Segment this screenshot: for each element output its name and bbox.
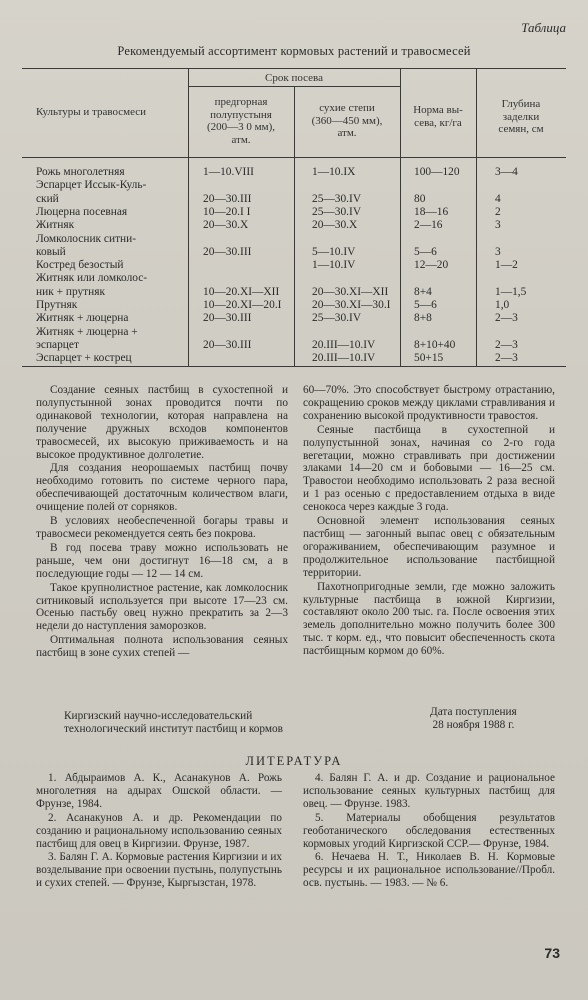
table-cell: 10—20.XI—20.I <box>203 299 282 311</box>
table-label: Таблица <box>521 20 566 35</box>
table-cell: 20—30.XI—30.I <box>312 299 391 311</box>
header-depth-line: Глубина <box>501 98 541 110</box>
header-dry-steppe-line: (360—450 мм), <box>311 114 383 127</box>
header-crops: Культуры и травосмеси <box>36 106 147 118</box>
header-foothill <box>188 96 294 146</box>
table-cell: Житняк + люцерна <box>36 312 129 325</box>
table-cell: Ломколосник ситни- <box>36 232 137 245</box>
table-cell: Эспарцет + кострец <box>36 352 132 365</box>
reference-item: 3. Балян Г. А. Кормовые растения Киргизии и их возделывание при освоении пустынь, полупустынь и сухих степей. — Фрунзе, Кыргызстан, 1978. <box>36 851 282 890</box>
table-cell: 2—16 <box>414 219 443 232</box>
table-cell: 3—4 <box>495 166 518 178</box>
header-foothill-line: атм. <box>231 133 251 146</box>
table-cell: 5—6 <box>414 299 437 311</box>
institute-line: Киргизский научно-исследовательский <box>64 710 253 722</box>
paragraph: Основной элемент использования сеяных пастбищ — загонный выпас овец с обязательным огораживанием, обеспечивающим разумное и продолжительное использование пастбищной территории. <box>303 515 555 579</box>
reference-item: 5. Материалы обобщения результатов геоботанического обследования естественных кормовых угодий Киргизской ССР.— Фрунзе, 1984. <box>303 811 555 850</box>
paragraph: В год посева траву можно использовать не раньше, чем они достигнут 16—18 см, а в последующие годы — 12 — 14 см. <box>36 541 288 580</box>
paragraph: Сеяные пастбища в сухостепной и полупустынной зонах, начиная со 2-го года вегетации, можно стравливать при достижении злаками 14—20 см и бобовыми — 16—25 см. Травостои необходимо использовать 2 раза весной и 1 раз осенью с предоставлением отдыха в виде сенокоса через каждые 3 года. <box>303 423 555 514</box>
reference-item: 4. Балян Г. А. и др. Создание и рациональное использование сеяных культурных пастбищ для овец. — Фрунзе. 1983. <box>303 772 555 810</box>
table-cell: 2 <box>495 205 501 218</box>
table-cell: 25—30.IV <box>312 192 362 205</box>
table-top-rule <box>22 68 566 69</box>
paragraph: Пахотнопригодные земли, где можно заложить культурные пастбища в южной Киргизии, составляют около 200 тыс. га. После освоения этих земель дополнительно можно получить более 300 тыс. т корм. ед., что повысит обеспеченность скота пастбищным кормом до 60%. <box>303 580 555 658</box>
received-line: 28 ноября 1988 г. <box>432 719 515 731</box>
header-depth <box>476 98 566 136</box>
table-cell: 20—30.X <box>312 219 358 232</box>
table-cell: 20—30.X <box>203 219 249 232</box>
table-cell: 20.III—10.IV <box>312 338 376 351</box>
paragraph: Такое крупнолистное растение, как ломколосник ситниковый используется при высоте 17—23 см. Осенью пастьбу овец нужно прекратить за 2—3 недели до наступления заморозков. <box>36 581 288 633</box>
header-rate-line: Норма вы- <box>413 104 463 116</box>
table-cell: ковый <box>36 245 66 258</box>
table-cell: 50+15 <box>414 352 444 365</box>
header-dry-steppe-line: атм. <box>337 127 357 139</box>
table-cell: 8+10+40 <box>414 338 456 351</box>
table-cell: Прутняк <box>36 299 78 311</box>
table-cell: 1—10.IX <box>312 166 356 178</box>
header-foothill-line: полупустыня <box>210 108 272 121</box>
table-cell: Эспарцет Иссык-Куль- <box>36 179 147 192</box>
table-cell: 1—2 <box>495 259 518 272</box>
references-right <box>303 772 555 891</box>
paragraph: В условиях необеспеченной богары травы и травосмеси рекомендуется сеять без покрова. <box>36 515 288 540</box>
header-foothill-line: предгорная <box>214 96 268 108</box>
table-cell: 3 <box>495 219 501 232</box>
table-cell: 8+8 <box>414 312 432 325</box>
table-cell: 100—120 <box>414 166 460 178</box>
table-cell: 18—16 <box>414 205 449 218</box>
header-sowing-period: Срок посева <box>265 72 323 84</box>
table-cell: 1—10.IV <box>312 259 356 272</box>
table-cell: 20—30.XI—XII <box>312 285 389 298</box>
table-cell: 80 <box>414 192 426 205</box>
table-cell: 2—3 <box>495 352 518 365</box>
table-cell: 1,0 <box>495 299 510 311</box>
header-depth-line: заделки <box>502 110 540 123</box>
table-cell: 25—30.IV <box>312 205 362 218</box>
reference-item: 1. Абдыраимов А. К., Асанакунов А. Рожь многолетняя на адырах Ошской области. — Фрунзе, 1984. <box>36 772 282 810</box>
table-cell: 10—20.XI—XII <box>203 285 280 298</box>
received-date <box>430 706 517 732</box>
page-number: 73 <box>544 945 560 961</box>
table-cell: 2—3 <box>495 338 518 351</box>
institute-signature <box>64 710 283 736</box>
received-line: Дата поступления <box>430 706 517 718</box>
table-cell: 8+4 <box>414 285 432 298</box>
reference-item: 6. Нечаева Н. Т., Николаев В. Н. Кормовые ресурсы и их рациональное использование//Пробл. осв. пустынь. — 1983. — № 6. <box>303 851 555 890</box>
table-cell: 20—30.III <box>203 192 252 205</box>
table-cell: 1—1,5 <box>495 285 527 298</box>
table-cell: ский <box>36 192 59 205</box>
table-cell: 4 <box>495 192 501 205</box>
table-cell: Житняк + люцерна + <box>36 325 138 338</box>
table-cell: 20—30.III <box>203 245 252 258</box>
table-cell: эспарцет <box>36 338 79 351</box>
paragraph: Создание сеяных пастбищ в сухостепной и полупустынной зонах проводится почти по одинаковой технологии, которая направлена на получение дружных всходов компонентов травосмесей, их высокую приживаемость и на высокое продуктивное долголетие. <box>36 384 288 461</box>
table-cell: Костред безостый <box>36 259 124 272</box>
reference-item: 2. Асанакунов А. и др. Рекомендации по созданию и рациональному использованию сеяных пастбищ для овец в Киргизии. Фрунзе, 1987. <box>36 811 282 850</box>
institute-line: технологический институт пастбищ и кормов <box>64 723 284 735</box>
table-cell: 5—10.IV <box>312 245 356 258</box>
table-cell: Люцерна посевная <box>36 205 128 218</box>
table-cell: ник + прутняк <box>36 285 106 298</box>
references-left <box>36 772 282 891</box>
header-rate-line: сева, кг/га <box>414 116 462 129</box>
table-cell: 12—20 <box>414 259 449 272</box>
paragraph: Для создания неорошаемых пастбищ почву необходимо готовить по системе черного пара, обеспечивающей достаточным количеством влаги, очищение полей от сорняков. <box>36 462 288 514</box>
table-title: Рекомендуемый ассортимент кормовых растений и травосмесей <box>117 44 471 58</box>
table-cell: 3 <box>495 245 501 258</box>
body-right-column <box>303 384 555 659</box>
table-cell: 2—3 <box>495 312 518 325</box>
table-cell: Житняк <box>36 219 75 232</box>
paragraph: 60—70%. Это способствует быстрому отрастанию, сокращению сроков между циклами стравливания и сохранению высокой продуктивности травостоя. <box>303 384 555 422</box>
header-dry-steppe <box>294 102 400 140</box>
header-rate <box>400 104 476 129</box>
table-bottom-rule <box>22 366 566 367</box>
table-cell: 20.III—10.IV <box>312 352 376 365</box>
table-cell: Житняк или ломколос- <box>36 272 148 285</box>
table-cell: 1—10.VIII <box>203 166 254 178</box>
header-depth-line: семян, см <box>498 123 544 135</box>
table-cell: 5—6 <box>414 245 437 258</box>
header-dry-steppe-line: сухие степи <box>319 102 375 114</box>
body-left-column <box>36 384 288 661</box>
literature-heading: ЛИТЕРАТУРА <box>245 754 343 768</box>
table-cell: 20—30.III <box>203 312 252 325</box>
table-cell: 10—20.I I <box>203 205 251 218</box>
paragraph: Оптимальная полнота использования сеяных пастбищ в зоне сухих степей — <box>36 634 288 660</box>
table-cell: Рожь многолетняя <box>36 166 125 178</box>
header-foothill-line: (200—3 0 мм), <box>207 121 275 133</box>
table-cell: 25—30.IV <box>312 312 362 325</box>
table-cell: 20—30.III <box>203 338 252 351</box>
